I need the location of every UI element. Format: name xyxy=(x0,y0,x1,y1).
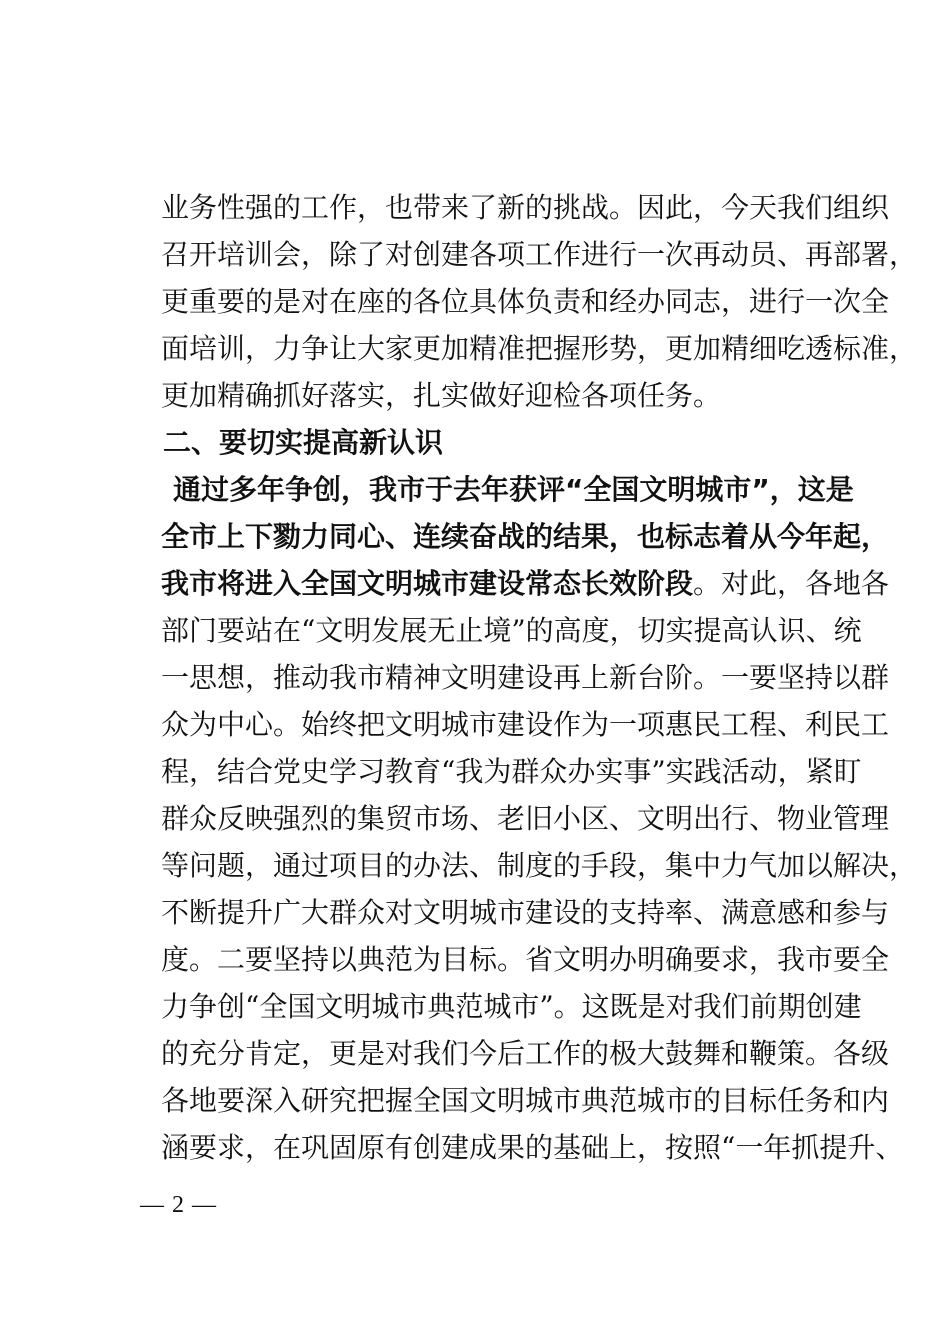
text-line: 部门要站在“文明发展无止境”的高度，切实提高认识、统 xyxy=(161,614,862,647)
text-line: 群众反映强烈的集贸市场、老旧小区、文明出行、物业管理 xyxy=(161,802,890,835)
text-line: 力争创“全国文明城市典范城市”。这既是对我们前期创建 xyxy=(161,990,862,1023)
document-body xyxy=(161,184,918,1171)
text-line: 度。二要坚持以典范为目标。省文明办明确要求，我市要全 xyxy=(161,943,890,976)
section-heading: 二、要切实提高新认识 xyxy=(163,426,444,459)
text-line: 面培训，力争让大家更加精准把握形势，更加精细吃透标准， xyxy=(161,332,918,365)
text-line: 不断提升广大群众对文明城市建设的支持率、满意感和参与 xyxy=(161,896,890,929)
page-number: — 2 — xyxy=(140,1192,217,1218)
text-line: 各地要深入研究把握全国文明城市典范城市的目标任务和内 xyxy=(161,1084,890,1117)
text-line: 程，结合党史学习教育“我为群众办实事”实践活动，紧盯 xyxy=(161,755,862,788)
text-line: 召开培训会，除了对创建各项工作进行一次再动员、再部署， xyxy=(161,238,918,271)
text-line: 等问题，通过项目的办法、制度的手段，集中力气加以解决， xyxy=(161,849,918,882)
text-line: 的充分肯定，更是对我们今后工作的极大鼓舞和鞭策。各级 xyxy=(161,1037,890,1070)
text-line: 涵要求，在巩固原有创建成果的基础上，按照“一年抓提升、 xyxy=(161,1131,904,1164)
text-line: 更加精确抓好落实，扎实做好迎检各项任务。 xyxy=(161,379,722,412)
bold-text-line: 通过多年争创，我市于去年获评“全国文明城市”，这是 xyxy=(173,473,854,506)
text-line xyxy=(161,560,890,607)
text-line: 更重要的是对在座的各位具体负责和经办同志，进行一次全 xyxy=(161,285,890,318)
text-line: 众为中心。始终把文明城市建设作为一项惠民工程、利民工 xyxy=(161,708,890,741)
bold-text-line: 全市上下勠力同心、连续奋战的结果，也标志着从今年起， xyxy=(161,520,890,553)
text-line: 业务性强的工作，也带来了新的挑战。因此，今天我们组织 xyxy=(161,191,890,224)
bold-text-segment: 我市将进入全国文明城市建设常态长效阶段 xyxy=(161,567,694,600)
text-segment: 。对此，各地各 xyxy=(693,567,890,600)
text-line: 一思想，推动我市精神文明建设再上新台阶。一要坚持以群 xyxy=(161,661,890,694)
